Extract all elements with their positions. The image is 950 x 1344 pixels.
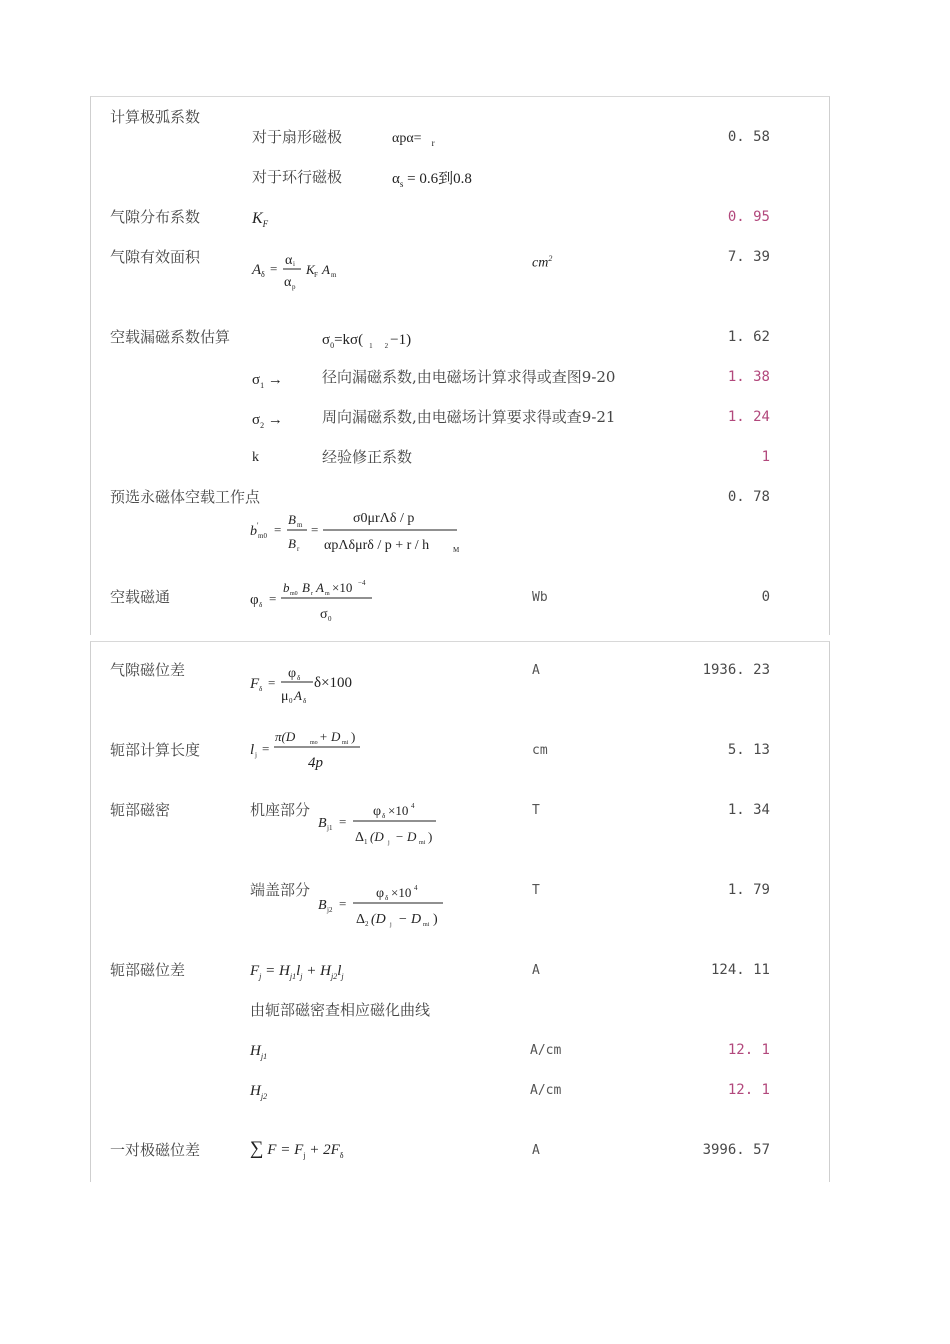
label-fan-shaped-pole: 对于扇形磁极 bbox=[252, 128, 343, 146]
svg-text:r: r bbox=[297, 545, 300, 553]
svg-text:α: α bbox=[285, 253, 293, 268]
svg-text:m: m bbox=[297, 521, 303, 529]
svg-text:K: K bbox=[306, 262, 315, 277]
svg-text:−4: −4 bbox=[358, 579, 366, 587]
svg-text:b: b bbox=[250, 524, 257, 539]
unit-hj2: A/cm bbox=[530, 1083, 562, 1098]
value-frame-part: 1. 34 bbox=[727, 802, 770, 818]
svg-text:mi: mi bbox=[419, 840, 426, 846]
svg-text:0: 0 bbox=[328, 615, 332, 623]
desc-k: 经验修正系数 bbox=[322, 448, 413, 466]
svg-text:A: A bbox=[294, 688, 302, 703]
svg-text:μ: μ bbox=[281, 689, 289, 704]
svg-text:B: B bbox=[288, 536, 296, 551]
svg-text:F: F bbox=[314, 271, 318, 279]
unit-a-gap: A bbox=[532, 663, 540, 678]
svg-text:): ) bbox=[428, 829, 433, 844]
formula-pole-pair-mmf: ∑ $F = F_j + 2F_\delta$ bbox=[250, 1138, 344, 1160]
svg-text:=: = bbox=[274, 522, 282, 537]
unit-cm2: $cm^2$ bbox=[532, 254, 553, 271]
value-effective-gap-area: 7. 39 bbox=[727, 249, 770, 265]
label-ring-pole: 对于环行磁极 bbox=[252, 168, 343, 186]
unit-a-pole-pair: A bbox=[532, 1143, 540, 1158]
svg-text:j: j bbox=[255, 751, 257, 759]
svg-text:=: = bbox=[311, 522, 319, 537]
value-fan-shaped-pole: 0. 58 bbox=[727, 129, 770, 145]
svg-text:4p: 4p bbox=[308, 755, 323, 771]
svg-text:F: F bbox=[250, 676, 260, 692]
label-end-cover-part: 端盖部分 bbox=[250, 881, 311, 899]
svg-text:δ: δ bbox=[261, 270, 265, 279]
unit-hj1: A/cm bbox=[530, 1043, 562, 1058]
value-pole-pair-mmf: 3996. 57 bbox=[702, 1142, 770, 1158]
svg-text:mi: mi bbox=[342, 740, 349, 746]
svg-text:φ: φ bbox=[373, 804, 382, 819]
label-no-load-flux: 空载磁通 bbox=[110, 588, 171, 606]
value-k: 1 bbox=[761, 449, 770, 465]
svg-text:δ: δ bbox=[385, 894, 389, 902]
symbol-sigma2: $\sigma_2$ → bbox=[252, 412, 283, 430]
value-no-load-flux: 0 bbox=[761, 589, 770, 605]
svg-text:×10: ×10 bbox=[391, 885, 412, 900]
svg-text:δ: δ bbox=[259, 601, 263, 609]
svg-text:mi: mi bbox=[423, 922, 430, 928]
label-frame-part: 机座部分 bbox=[250, 801, 311, 819]
table-panel-lower bbox=[90, 641, 830, 1182]
svg-text:j: j bbox=[388, 840, 390, 846]
formula-gap-mmf bbox=[250, 660, 370, 710]
svg-text:φ: φ bbox=[376, 886, 385, 901]
svg-text:1: 1 bbox=[364, 838, 368, 846]
svg-text:j: j bbox=[390, 922, 392, 928]
label-gap-mmf: 气隙磁位差 bbox=[110, 661, 186, 679]
svg-text:− D: − D bbox=[395, 829, 417, 844]
symbol-kf: $K_F$ bbox=[252, 210, 269, 230]
svg-text:=: = bbox=[270, 261, 278, 276]
svg-text:B: B bbox=[302, 580, 310, 595]
label-pole-arc-coefficient: 计算极弧系数 bbox=[110, 108, 201, 126]
value-sigma1: 1. 38 bbox=[727, 369, 770, 385]
svg-text:0: 0 bbox=[289, 697, 293, 705]
value-hj2: 12. 1 bbox=[727, 1082, 770, 1098]
svg-text:B: B bbox=[318, 816, 327, 831]
svg-text:σ: σ bbox=[320, 607, 328, 622]
unit-t-end-cover: T bbox=[532, 883, 540, 898]
value-sigma2: 1. 24 bbox=[727, 409, 770, 425]
unit-wb: Wb bbox=[532, 590, 548, 605]
formula-effective-gap-area bbox=[252, 244, 352, 294]
svg-text:δ×100: δ×100 bbox=[314, 675, 353, 691]
svg-text:4: 4 bbox=[411, 802, 415, 810]
svg-text:Δ: Δ bbox=[356, 912, 366, 927]
formula-operating-point bbox=[250, 506, 470, 560]
desc-sigma1: 径向漏磁系数,由电磁场计算求得或查图9-20 bbox=[322, 368, 616, 386]
svg-text:m: m bbox=[331, 271, 337, 279]
svg-text:=: = bbox=[269, 591, 277, 606]
svg-text:=: = bbox=[339, 896, 347, 911]
svg-text:δ: δ bbox=[259, 685, 263, 693]
svg-text:p: p bbox=[292, 283, 296, 291]
svg-text:αpΛδμrδ / p + r / h: αpΛδμrδ / p + r / h bbox=[324, 538, 430, 553]
label-no-load-leakage-coefficient: 空载漏磁系数估算 bbox=[110, 328, 231, 346]
svg-text:=: = bbox=[268, 675, 276, 690]
symbol-hj1: $H_{j1}$ bbox=[250, 1043, 268, 1061]
svg-text:− D: − D bbox=[398, 912, 422, 927]
svg-text:': ' bbox=[257, 521, 259, 530]
svg-text:α: α bbox=[284, 275, 292, 290]
svg-text:A: A bbox=[252, 262, 262, 278]
symbol-k: k bbox=[252, 450, 259, 465]
svg-text:): ) bbox=[351, 729, 356, 744]
formula-alpha-s-ring: $\alpha_s = 0.6$到0.8 bbox=[392, 171, 472, 189]
desc-sigma2: 周向漏磁系数,由电磁场计算要求得或查9-21 bbox=[322, 408, 616, 426]
value-end-cover-part: 1. 79 bbox=[727, 882, 770, 898]
svg-text:(D: (D bbox=[370, 829, 384, 844]
symbol-sigma1: $\sigma_1$ → bbox=[252, 372, 283, 390]
formula-yoke-mmf: $F_j = H_{j1}l_j + H_{j2}l_j$ bbox=[250, 963, 344, 981]
value-operating-point: 0. 78 bbox=[727, 489, 770, 505]
svg-text:r: r bbox=[311, 591, 313, 597]
formula-frame-part bbox=[318, 800, 448, 852]
svg-text:m0: m0 bbox=[290, 591, 298, 597]
svg-text:m: m bbox=[325, 591, 330, 597]
label-yoke-length: 轭部计算长度 bbox=[110, 741, 201, 759]
label-yoke-flux-density: 轭部磁密 bbox=[110, 801, 171, 819]
value-yoke-mmf: 124. 11 bbox=[710, 962, 770, 978]
formula-no-load-flux bbox=[250, 574, 380, 626]
svg-text:j2: j2 bbox=[327, 906, 333, 914]
formula-end-cover-part bbox=[318, 882, 448, 934]
svg-text:j1: j1 bbox=[327, 824, 333, 832]
svg-text:Δ: Δ bbox=[355, 830, 365, 845]
unit-cm-yoke: cm bbox=[532, 743, 548, 758]
formula-sigma0: $\sigma_0=k\sigma$( $_1$ $_2$ −1) bbox=[322, 332, 412, 350]
svg-text:δ: δ bbox=[303, 697, 307, 705]
svg-text:×10: ×10 bbox=[332, 580, 353, 595]
svg-text:b: b bbox=[283, 580, 290, 595]
svg-text:×10: ×10 bbox=[388, 803, 409, 818]
svg-text:4: 4 bbox=[414, 884, 418, 892]
value-kf: 0. 95 bbox=[727, 209, 770, 225]
symbol-hj2: $H_{j2}$ bbox=[250, 1083, 268, 1101]
svg-text:A: A bbox=[322, 262, 330, 277]
svg-text:M: M bbox=[453, 546, 460, 554]
svg-text:δ: δ bbox=[297, 674, 301, 682]
unit-a-yoke: A bbox=[532, 963, 540, 978]
svg-text:l: l bbox=[250, 742, 255, 758]
svg-text:A: A bbox=[316, 580, 324, 595]
svg-text:mo: mo bbox=[310, 740, 318, 746]
svg-text:π(D: π(D bbox=[275, 729, 296, 744]
svg-text:φ: φ bbox=[250, 592, 259, 608]
svg-text:+ D: + D bbox=[319, 729, 341, 744]
svg-text:(D: (D bbox=[371, 912, 386, 927]
label-gap-distribution-coefficient: 气隙分布系数 bbox=[110, 208, 201, 226]
label-yoke-mmf: 轭部磁位差 bbox=[110, 961, 186, 979]
svg-text:=: = bbox=[262, 741, 270, 756]
svg-text:): ) bbox=[433, 912, 438, 927]
value-gap-mmf: 1936. 23 bbox=[702, 662, 770, 678]
label-effective-gap-area: 气隙有效面积 bbox=[110, 248, 201, 266]
svg-text:B: B bbox=[288, 512, 296, 527]
svg-text:i: i bbox=[293, 260, 295, 268]
value-hj1: 12. 1 bbox=[727, 1042, 770, 1058]
desc-magnetization-curve: 由轭部磁密查相应磁化曲线 bbox=[250, 1001, 431, 1019]
value-yoke-length: 5. 13 bbox=[727, 742, 770, 758]
formula-alpha-p-fan: αpα= $_r$ bbox=[392, 131, 435, 148]
svg-text:δ: δ bbox=[382, 812, 386, 820]
svg-text:2: 2 bbox=[365, 920, 369, 928]
svg-text:φ: φ bbox=[288, 666, 297, 681]
svg-text:σ0μrΛδ / p: σ0μrΛδ / p bbox=[353, 511, 415, 526]
formula-yoke-length bbox=[250, 724, 380, 776]
svg-text:=: = bbox=[339, 814, 347, 829]
svg-text:B: B bbox=[318, 898, 327, 913]
unit-t-frame: T bbox=[532, 803, 540, 818]
svg-text:m0: m0 bbox=[258, 532, 267, 540]
value-sigma0: 1. 62 bbox=[727, 329, 770, 345]
label-pole-pair-mmf: 一对极磁位差 bbox=[110, 1141, 201, 1159]
label-preselected-operating-point: 预选永磁体空载工作点 bbox=[110, 488, 261, 506]
